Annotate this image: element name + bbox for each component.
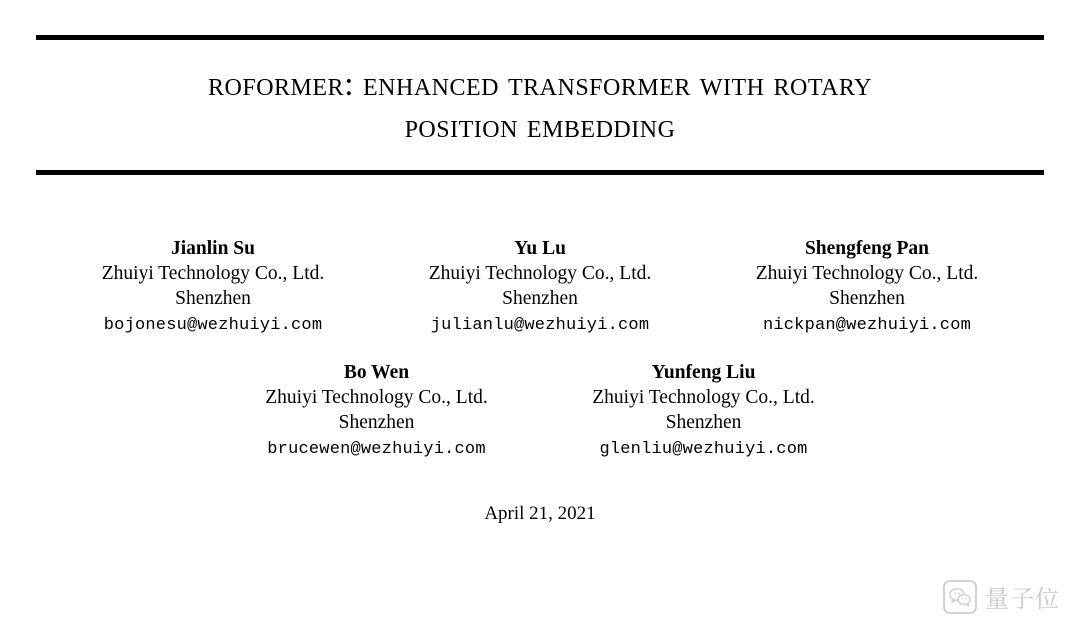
author-city: Shenzhen — [338, 412, 415, 433]
author-block — [0, 237, 1080, 463]
page-title-line-1: roformer: enhanced transformer with rotary — [208, 66, 872, 103]
author-affiliation: Zhuiyi Technology Co., Ltd. — [755, 263, 979, 284]
author-affiliation: Zhuiyi Technology Co., Ltd. — [592, 387, 815, 408]
author-name: Bo Wen — [343, 362, 410, 383]
page-title — [0, 40, 1080, 148]
author-row — [0, 361, 1080, 463]
author-entry — [377, 237, 704, 339]
author-email: glenliu@wezhuiyi.com — [599, 440, 808, 459]
author-email: nickpan@wezhuiyi.com — [762, 316, 972, 335]
author-email: brucewen@wezhuiyi.com — [267, 440, 486, 459]
watermark-text: 量子位 — [985, 586, 1060, 613]
author-name: Yu Lu — [514, 238, 566, 259]
author-city: Shenzhen — [665, 412, 742, 433]
author-entry — [704, 237, 1031, 339]
title-rule-bottom — [36, 170, 1044, 175]
author-name: Jianlin Su — [170, 238, 255, 259]
author-row — [0, 237, 1080, 339]
author-city: Shenzhen — [502, 288, 578, 309]
author-name: Shengfeng Pan — [804, 238, 930, 259]
author-affiliation: Zhuiyi Technology Co., Ltd. — [101, 263, 325, 284]
paper-page — [0, 35, 1080, 632]
author-name: Yunfeng Liu — [651, 362, 756, 383]
author-city: Shenzhen — [175, 288, 251, 309]
paper-date: April 21, 2021 — [484, 503, 596, 524]
author-city: Shenzhen — [829, 288, 905, 309]
author-entry — [213, 361, 540, 463]
author-entry — [540, 361, 867, 463]
author-entry — [50, 237, 377, 339]
page-title-line-2: position embedding — [404, 108, 676, 145]
author-email: bojonesu@wezhuiyi.com — [103, 316, 323, 335]
author-affiliation: Zhuiyi Technology Co., Ltd. — [265, 387, 488, 408]
author-email: julianlu@wezhuiyi.com — [430, 316, 650, 335]
author-affiliation: Zhuiyi Technology Co., Ltd. — [428, 263, 652, 284]
